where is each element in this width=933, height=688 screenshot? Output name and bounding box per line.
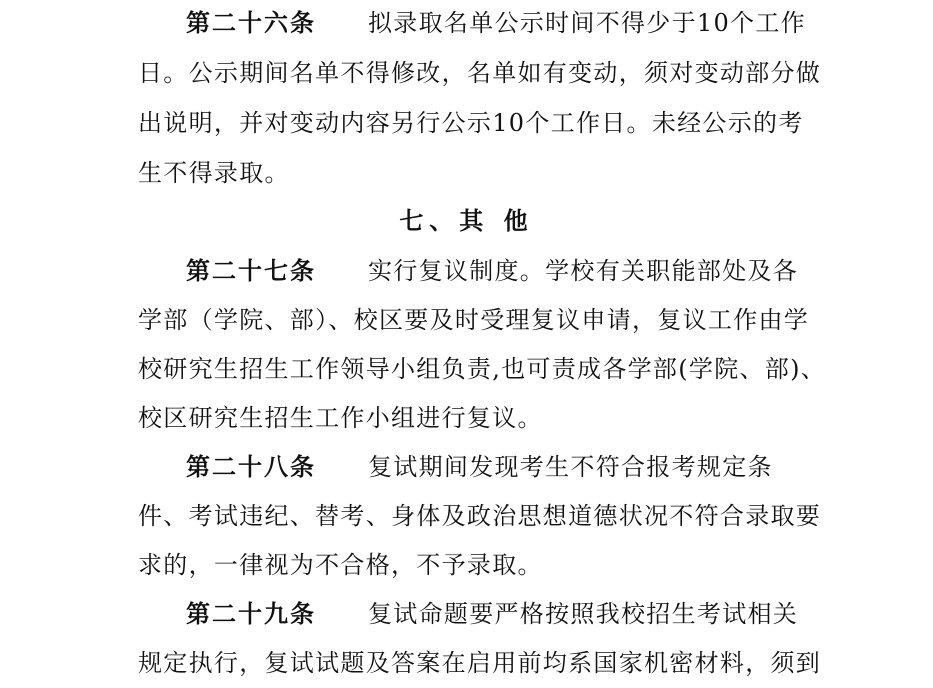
article-27-line-2: 学部（学院、部）、校区要及时受理复议申请，复议工作由学 <box>138 306 810 334</box>
article-26-text-1: 拟录取名单公示时间不得少于10个工作 <box>368 9 806 37</box>
article-26-line-1 <box>186 8 866 38</box>
article-28-text-1: 复试期间发现考生不符合报考规定条 <box>368 453 773 481</box>
article-29-line-2: 规定执行，复试试题及答案在启用前均系国家机密材料，须到 <box>138 649 822 677</box>
article-29-line-1 <box>186 599 866 629</box>
article-28-line-2: 件、考试违纪、替考、身体及政治思想道德状况不符合录取要 <box>138 502 822 530</box>
article-26-line-4: 生不得录取。 <box>138 159 290 187</box>
article-27-line-4: 校区研究生招生工作小组进行复议。 <box>138 404 543 432</box>
section-heading: 七、其 他 <box>399 206 534 235</box>
article-29-text-1: 复试命题要严格按照我校招生考试相关 <box>368 600 799 628</box>
article-26-line-3: 出说明，并对变动内容另行公示10个工作日。未经公示的考 <box>138 109 804 137</box>
article-28-line-3: 求的，一律视为不合格，不予录取。 <box>138 551 543 579</box>
article-27-line-1 <box>186 256 866 286</box>
article-28-label: 第二十八条 <box>186 452 316 481</box>
article-28-line-1 <box>186 452 866 482</box>
article-27-line-3: 校研究生招生工作领导小组负责,也可责成各学部(学院、部)、 <box>138 355 827 383</box>
article-29-label: 第二十九条 <box>186 599 316 628</box>
article-26-line-2: 日。公示期间名单不得修改，名单如有变动，须对变动部分做 <box>138 59 822 87</box>
article-27-text-1: 实行复议制度。学校有关职能部处及各 <box>368 257 799 285</box>
article-26-label: 第二十六条 <box>186 8 316 37</box>
article-27-label: 第二十七条 <box>186 256 316 285</box>
